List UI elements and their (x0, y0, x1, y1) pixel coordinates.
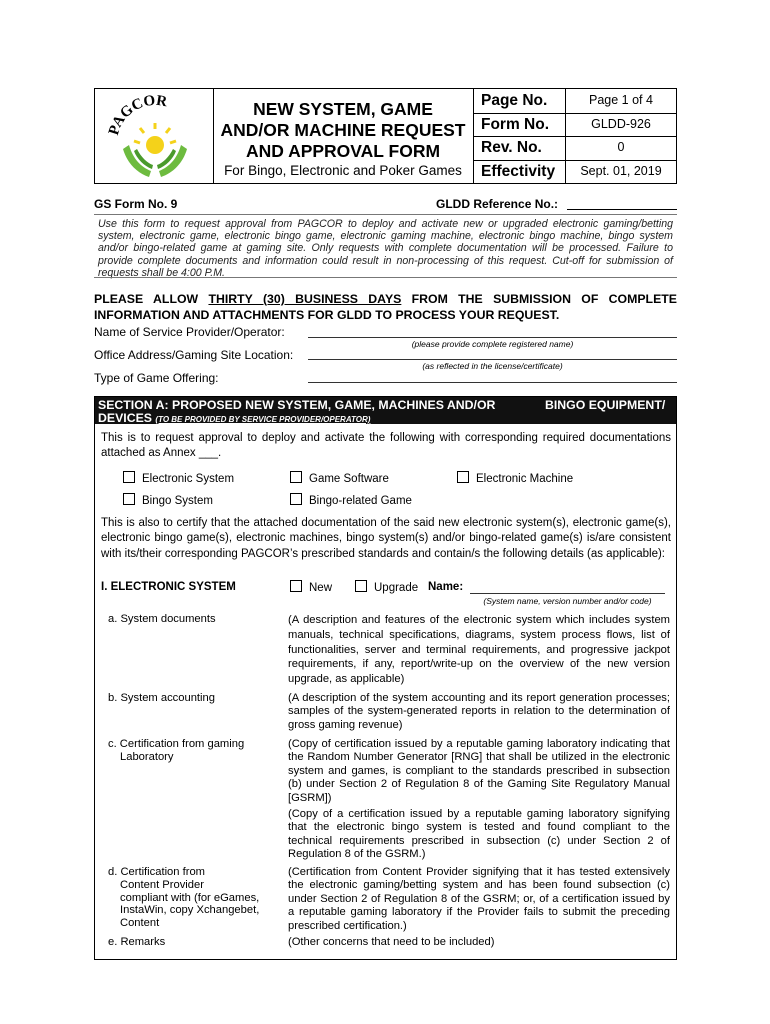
checkbox-icon (290, 580, 302, 592)
section-a-title-cont: BINGO EQUIPMENT/ (545, 398, 666, 412)
item-desc-system-documents: (A description and features of the electronic system which includes system manuals, technical specifications, diagrams, system process flows, list of functionalities, server and terminal requirements, and progressive jackpot requirements, if any, report/write-up on the overview of the new version upgrade, as applicable) (288, 614, 670, 686)
section-a-note: (TO BE PROVIDED BY SERVICE PROVIDER/OPERATOR) (155, 415, 371, 424)
certify-text: This is also to certify that the attached documentation of the said new electronic system(s), electronic game(s), electronic bingo game(s), electronic machines, bingo system(s) and/or bingo-related game(s) is/are consistent with its/their corresponding PAGCOR’s prescribed standards and contain/s the following details (as applicable): (101, 517, 671, 560)
form-title-line-2: AND/OR MACHINE REQUEST (220, 120, 466, 140)
form-title-line-1: NEW SYSTEM, GAME (253, 99, 433, 119)
checkbox-new[interactable] (290, 580, 332, 594)
gs-form-number: GS Form No. 9 (94, 197, 178, 211)
meta-row-rev (473, 136, 676, 161)
checkbox-label: Electronic Machine (476, 473, 574, 485)
meta-value: 0 (617, 140, 625, 154)
meta-key: Effectivity (473, 160, 566, 184)
form-meta-table (473, 89, 676, 183)
logo-text: PAGCOR (105, 93, 169, 138)
checkbox-label: Electronic System (142, 473, 235, 485)
label-line: compliant with (for eGames, (120, 891, 260, 904)
provider-label: Name of Service Provider/Operator: (94, 325, 285, 339)
label-line: Laboratory (120, 750, 174, 763)
item-label-content-provider (108, 866, 259, 930)
gldd-reference-label: GLDD Reference No.: (436, 197, 559, 211)
meta-row-form (473, 113, 676, 138)
title-cell (213, 89, 474, 183)
logo-cell (95, 89, 214, 183)
meta-value: Sept. 01, 2019 (580, 163, 662, 178)
checkbox-label: New (309, 582, 333, 594)
checkbox-electronic-system[interactable] (123, 471, 234, 485)
divider-top (94, 214, 677, 215)
item-desc-system-accounting: (A description of the system accounting and its report generation processes; samples of the system-generated reports in relation to the determination of gross gaming revenue) (288, 692, 670, 731)
checkbox-label: Upgrade (374, 582, 419, 594)
checkbox-label: Game Software (309, 473, 389, 485)
form-header (94, 88, 677, 184)
electronic-system-heading: I. ELECTRONIC SYSTEM (101, 581, 236, 593)
notice-pre: PLEASE ALLOW (94, 292, 209, 306)
meta-value: GLDD-926 (591, 116, 651, 131)
meta-row-page (473, 89, 676, 114)
request-text: This is to request approval to deploy and activate the following with corresponding required documentations attached as Annex ___. (101, 432, 671, 460)
game-type-label: Type of Game Offering: (94, 371, 219, 385)
checkbox-label: Bingo System (142, 495, 213, 507)
section-a-title-line2 (98, 411, 370, 425)
meta-key: Rev. No. (473, 136, 566, 160)
system-name-hint: (System name, version number and/or code) (483, 596, 652, 606)
checkbox-icon (123, 471, 135, 483)
notice-days: THIRTY (30) BUSINESS DAYS (208, 292, 402, 306)
checkbox-bingo-system[interactable] (123, 493, 213, 507)
address-hint: (as reflected in the license/certificate) (422, 361, 563, 371)
pagcor-logo-icon (99, 93, 209, 181)
game-type-input[interactable] (308, 382, 677, 383)
checkbox-icon (457, 471, 469, 483)
label-line: Content (120, 917, 160, 930)
intro-instructions: Use this form to request approval from PAGCOR to deploy and activate new or upgraded electronic gaming/betting system, electronic game, electronic bingo game, electronic gaming machine, electronic bingo machine, bingo system and/or bingo-related game at gaming site. Only requests with complete documentation will be processed. Failure to provide complete documents and information could result in non-processing of this request. Cut-off for submission of requests shall be 4:00 P.M. (98, 218, 673, 279)
form-title (213, 99, 473, 162)
checkbox-label: Bingo-related Game (309, 495, 412, 507)
meta-value: Page 1 of 4 (589, 93, 653, 107)
item-label-system-documents: a. System documents (108, 613, 216, 625)
item-desc-remarks: (Other concerns that need to be included) (288, 936, 495, 948)
meta-key: Form No. (473, 113, 566, 137)
provider-hint: (please provide complete registered name) (411, 339, 574, 349)
meta-key: Page No. (473, 89, 566, 113)
label-line: Content Provider (120, 878, 204, 891)
system-name-label: Name: (428, 581, 464, 593)
item-label-certification-lab (108, 738, 244, 764)
label-line: c. Certification from gaming (108, 738, 245, 750)
checkbox-icon (290, 471, 302, 483)
section-a-header (95, 397, 676, 424)
label-line: d. Certification from (108, 866, 205, 878)
form-subtitle: For Bingo, Electronic and Poker Games (224, 163, 462, 178)
item-desc-content-provider: (Certification from Content Provider signifying that it has tested extensively the electronic gaming/betting system and has been found subsection (c) under Section 2 of Regulation 8 of the GSRM; or, of a certification issued by a reputable gaming laboratory if the Provider fails to submit the preceding prescribed certification.) (288, 866, 670, 932)
checkbox-bingo-related-game[interactable] (290, 493, 412, 507)
form-title-line-3: AND APPROVAL FORM (245, 141, 441, 161)
gldd-reference-input[interactable] (567, 209, 677, 210)
address-label: Office Address/Gaming Site Location: (94, 348, 294, 362)
item-label-remarks: e. Remarks (108, 936, 166, 948)
section-a-devices: DEVICES (98, 411, 152, 425)
checkbox-icon (123, 493, 135, 505)
processing-notice (94, 291, 677, 323)
checkbox-electronic-machine[interactable] (457, 471, 573, 485)
svg-text:PAGCOR (106, 93, 168, 137)
checkbox-icon (355, 580, 367, 592)
system-name-input[interactable] (470, 593, 665, 594)
checkbox-game-software[interactable] (290, 471, 389, 485)
checkbox-upgrade[interactable] (355, 580, 418, 594)
address-input[interactable] (308, 359, 677, 360)
provider-input[interactable] (308, 337, 677, 338)
label-line: InstaWin, copy Xchangebet, (120, 904, 260, 917)
section-a (94, 396, 677, 960)
divider-bottom (94, 277, 677, 278)
item-label-system-accounting: b. System accounting (108, 692, 215, 704)
section-a-title: SECTION A: PROPOSED NEW SYSTEM, GAME, MACHINES AND/OR (98, 398, 496, 412)
item-desc-certification-bingo: (Copy of a certification issued by a reputable gaming laboratory signifying that the electronic bingo system is tested and found compliant to the technical requirements prescribed in subsection (c) under Section 2 of Regulation 8 of the GSRM.) (288, 808, 670, 861)
notice-post: FROM THE SUBMISSION OF COMPLETE INFORMATION AND ATTACHMENTS FOR GLDD TO PROCESS YOUR REQUEST. (94, 292, 677, 322)
meta-row-effectivity (473, 160, 676, 184)
item-desc-certification-lab: (Copy of certification issued by a reputable gaming laboratory indicating that the Random Number Generator [RNG] that shall be utilized in the electronic system and games, is compliant to the standards prescribed in subsection (b) under Section 2 of Regulation 8 of the Gaming Site Regulatory Manual [GSRM]) (288, 738, 670, 804)
checkbox-icon (290, 493, 302, 505)
